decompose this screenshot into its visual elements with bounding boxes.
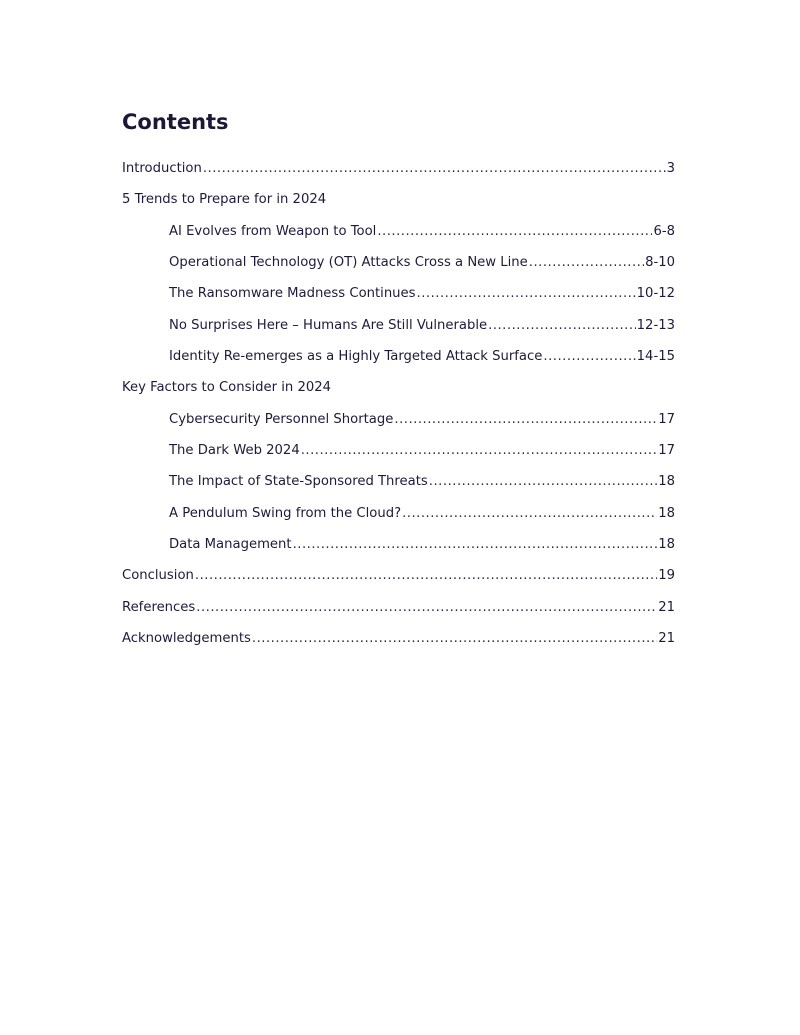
toc-entry-label: No Surprises Here – Humans Are Still Vulnerable xyxy=(169,317,488,333)
toc-dot-leader xyxy=(377,220,652,244)
toc-entry-page: 8-10 xyxy=(645,255,675,271)
toc-entry-label: Conclusion xyxy=(122,568,194,584)
toc-dot-leader xyxy=(293,533,658,557)
toc-entry-page: 21 xyxy=(658,631,675,647)
toc-entry-page: 3 xyxy=(666,161,675,176)
toc-entry-humans-vulnerable[interactable] xyxy=(122,314,675,345)
toc-entry-conclusion[interactable] xyxy=(122,564,675,595)
toc-entry-page: 19 xyxy=(658,568,675,584)
toc-entry-label: Cybersecurity Personnel Shortage xyxy=(169,411,394,427)
toc-entry-personnel-shortage[interactable] xyxy=(122,408,675,439)
toc-entry-label: A Pendulum Swing from the Cloud? xyxy=(169,505,402,521)
toc-dot-leader xyxy=(252,627,657,651)
toc-entry-ot-attacks[interactable] xyxy=(122,251,675,282)
toc-dot-leader xyxy=(196,596,657,620)
toc-dot-leader xyxy=(203,157,666,181)
toc-dot-leader xyxy=(195,564,657,588)
toc-entry-state-sponsored[interactable] xyxy=(122,470,675,501)
toc-entry-page: 17 xyxy=(658,411,675,427)
toc-entry-page: 6-8 xyxy=(653,223,675,239)
toc-entry-introduction[interactable] xyxy=(122,157,675,188)
toc-entry-pendulum-cloud[interactable] xyxy=(122,502,675,533)
toc-entry-label: The Impact of State-Sponsored Threats xyxy=(169,474,428,490)
toc-entry-page: 17 xyxy=(658,443,675,459)
toc-section-label: Key Factors to Consider in 2024 xyxy=(122,380,332,396)
toc-entry-label: Data Management xyxy=(169,537,292,553)
toc-entry-page: 18 xyxy=(658,505,675,521)
toc-entry-label: Introduction xyxy=(122,161,202,176)
toc-section-trends xyxy=(122,188,675,219)
toc-dot-leader xyxy=(394,408,657,432)
toc-entry-acknowledgements[interactable] xyxy=(122,627,675,658)
toc-dot-leader xyxy=(429,470,657,494)
toc-entry-label: AI Evolves from Weapon to Tool xyxy=(169,223,377,239)
toc-dot-leader xyxy=(529,251,644,275)
toc-entry-label: Operational Technology (OT) Attacks Cross a New Line xyxy=(169,255,528,271)
toc-dot-leader xyxy=(488,314,636,338)
toc-entry-page: 18 xyxy=(658,474,675,490)
page-title: Contents xyxy=(122,110,229,134)
toc-entry-label: The Dark Web 2024 xyxy=(169,443,300,459)
toc-entry-ai-evolves[interactable] xyxy=(122,220,675,251)
toc-entry-page: 21 xyxy=(658,599,675,615)
toc-entry-references[interactable] xyxy=(122,596,675,627)
toc-dot-leader xyxy=(543,345,635,369)
toc-entry-identity[interactable] xyxy=(122,345,675,376)
toc-dot-leader xyxy=(417,282,636,306)
toc-entry-dark-web[interactable] xyxy=(122,439,675,470)
toc-entry-page: 18 xyxy=(658,537,675,553)
toc-entry-label: Acknowledgements xyxy=(122,631,251,647)
toc-section-key-factors xyxy=(122,376,675,407)
toc-entry-page: 14-15 xyxy=(636,349,675,365)
toc-dot-leader xyxy=(301,439,658,463)
toc-entry-label: References xyxy=(122,599,196,615)
toc-section-label: 5 Trends to Prepare for in 2024 xyxy=(122,192,327,208)
toc-entry-label: The Ransomware Madness Continues xyxy=(169,286,416,302)
toc-entry-label: Identity Re-emerges as a Highly Targeted Attack Surface xyxy=(169,349,543,365)
toc-entry-page: 10-12 xyxy=(636,286,675,302)
table-of-contents xyxy=(122,157,675,659)
toc-entry-ransomware[interactable] xyxy=(122,282,675,313)
toc-dot-leader xyxy=(402,502,657,526)
toc-entry-data-management[interactable] xyxy=(122,533,675,564)
toc-entry-page: 12-13 xyxy=(636,317,675,333)
